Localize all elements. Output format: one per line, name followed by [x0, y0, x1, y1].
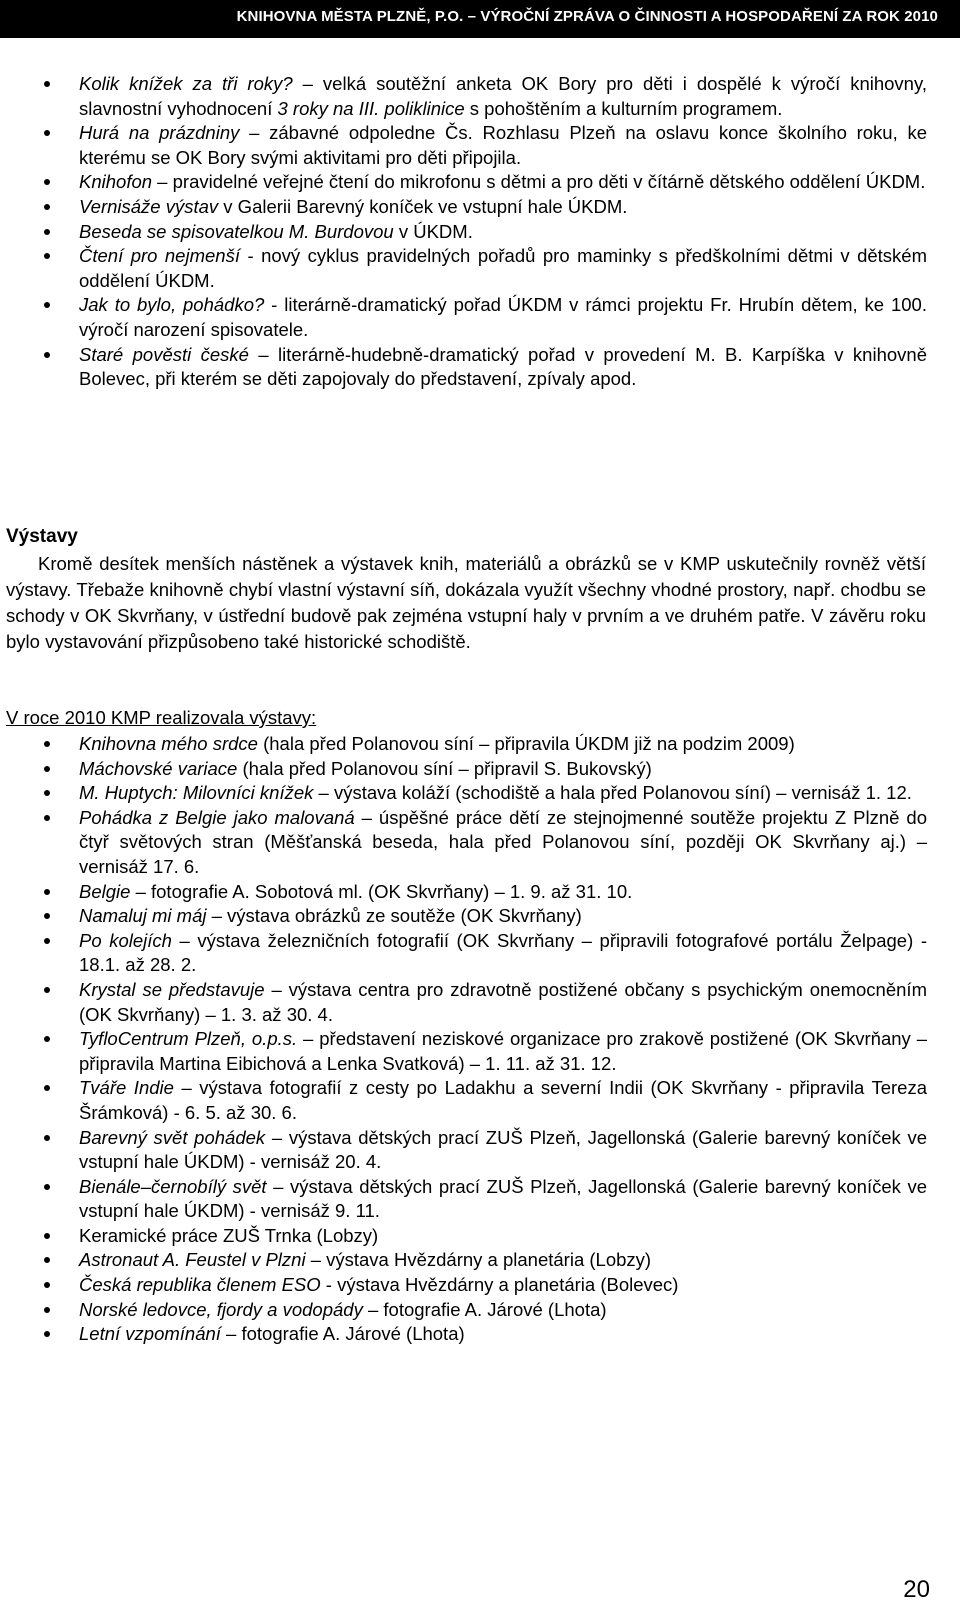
list-item: [79, 170, 927, 195]
list-item: [79, 757, 927, 782]
item-text: – zábavné odpoledne Čs. Rozhlasu Plzeň na oslavu konce školního roku, ke kterému se OK Bory svými aktivitami pro děti připojila.: [79, 122, 928, 168]
item-text: v Galerii Barevný koníček ve vstupní hale ÚKDM.: [218, 195, 628, 217]
section-paragraph: Kromě desítek menších nástěnek a výstavek knih, materiálů a obrázků se v KMP uskutečnily rovněž větší výstavy. Třebaže knihovně chybí vlastní výstavní síň, dokázala využít všechny vhodné prostory, např. chodbu se schody v OK Skvrňany, v ústřední budově pak zejména vstupní haly v prvním a ve druhém patře. V závěru roku bylo vystavování přizpůsobeno také historické schodiště.: [6, 553, 926, 652]
list-item: [79, 72, 927, 121]
list-item: [79, 1273, 927, 1298]
list-item: [79, 1027, 927, 1076]
item-text: – velká soutěžní anketa OK Bory pro děti i dospělé k výročí knihovny, slavnostní vyhodnocení: [79, 73, 927, 119]
list-item: [79, 121, 927, 170]
list-item: [79, 244, 927, 293]
list-item: [79, 1175, 927, 1224]
exhibitions-list: [79, 732, 927, 1347]
item-text: – výstava dětských prací ZUŠ Plzeň, Jagellonská (Galerie barevný koníček ve vstupní hale ÚKDM) - vernisáž 9. 11.: [79, 1175, 927, 1222]
exhibitions-subheading: V roce 2010 KMP realizovala výstavy:: [6, 707, 317, 728]
item-title: Kolik knížek za tři roky?: [79, 73, 293, 94]
item-text: - nový cyklus pravidelných pořadů pro maminky s předškolními dětmi v dětském oddělení ÚKDM.: [79, 245, 927, 291]
item-text: (hala před Polanovou síní – připravil S. Bukovský): [237, 757, 652, 779]
item-title: Belgie: [79, 880, 131, 902]
list-item: [79, 1322, 927, 1347]
item-title: Namaluj mi máj: [79, 905, 207, 927]
item-title: Pohádka z Belgie jako malovaná: [79, 806, 355, 828]
list-item: [79, 732, 927, 757]
list-item: [79, 195, 927, 220]
list-item: [79, 1076, 927, 1125]
list-item: [79, 904, 927, 929]
list-item: [79, 1298, 927, 1323]
item-title: Máchovské variace: [79, 757, 238, 779]
item-title-secondary: 3 roky na III. poliklinice: [277, 97, 465, 119]
list-item: [79, 806, 927, 880]
list-item: [79, 978, 927, 1027]
events-list: [79, 72, 927, 392]
item-text: – literárně-hudebně-dramatický pořad v provedení M. B. Karpíška v knihovně Bolevec, při kterém se děti zapojovaly do představení, zpívaly apod.: [79, 343, 927, 390]
item-title: Letní vzpomínání: [79, 1323, 221, 1345]
list-item: [79, 1224, 927, 1249]
item-title: M. Huptych: Milovníci knížek: [79, 782, 314, 804]
item-text: – výstava Hvězdárny a planetária (Lobzy): [305, 1249, 652, 1271]
item-text: – představení neziskové organizace pro zrakově postižené (OK Skvrňany – připravila Martina Eibichová a Lenka Svatková) – 1. 11. až 31. 12.: [79, 1028, 927, 1074]
item-title: Barevný svět pohádek: [79, 1126, 266, 1148]
item-text: – úspěšné práce dětí ze stejnojmenné soutěže projektu Z Plzně do čtyř světových stran (Měšťanská beseda, hala před Polanovou síní, později OK Skvrňany aj.) – vernisáž 17. 6.: [79, 806, 928, 877]
list-item: [79, 293, 927, 342]
item-title: Bienále–černobílý svět: [79, 1175, 267, 1197]
item-title: Tváře Indie: [79, 1077, 174, 1099]
running-header: [0, 0, 960, 38]
item-text: – výstava fotografií z cesty po Ladakhu a severní Indii (OK Skvrňany - připravila Tereza Šrámková) - 6. 5. až 30. 6.: [79, 1077, 928, 1123]
item-text: – fotografie A. Sobotová ml. (OK Skvrňany) – 1. 9. až 31. 10.: [130, 880, 633, 902]
list-item: [79, 220, 927, 245]
item-title: Čtení pro nejmenší: [79, 245, 240, 267]
item-title: Jak to bylo, pohádko?: [79, 294, 265, 316]
item-text: – fotografie A. Járové (Lhota): [362, 1298, 607, 1320]
item-title: Knihofon: [79, 171, 153, 193]
item-text: (hala před Polanovou síní – připravila ÚKDM již na podzim 2009): [257, 733, 795, 754]
item-title: TyfloCentrum Plzeň, o.p.s.: [79, 1028, 298, 1050]
list-item: [79, 1126, 927, 1175]
header-title: KNIHOVNA MĚSTA PLZNĚ, P.O. – VÝROČNÍ ZPRÁVA O ČINNOSTI A HOSPODAŘENÍ ZA ROK 2010: [236, 8, 938, 25]
list-item: [79, 781, 927, 806]
item-title: Beseda se spisovatelkou M. Burdovou: [79, 220, 394, 242]
item-text: v ÚKDM.: [393, 220, 473, 242]
list-item: [79, 880, 927, 905]
item-text: - literárně-dramatický pořad ÚKDM v rámci projektu Fr. Hrubín dětem, ke 100. výročí narození spisovatele.: [79, 294, 927, 340]
item-text: Keramické práce ZUŠ Trnka (Lobzy): [79, 1224, 379, 1246]
item-text: – pravidelné veřejné čtení do mikrofonu s dětmi a pro děti v čítárně dětského oddělení ÚKDM.: [152, 171, 926, 193]
item-text: – výstava centra pro zdravotně postižené občany s psychickým onemocněním (OK Skvrňany) – 1. 3. až 30. 4.: [79, 978, 927, 1025]
item-title: Astronaut A. Feustel v Plzni: [79, 1249, 306, 1271]
section-heading-exhibitions: Výstavy: [6, 526, 78, 547]
item-title: Vernisáže výstav: [79, 195, 219, 217]
item-text-secondary: s pohoštěním a kulturním programem.: [464, 97, 783, 119]
list-item: [79, 1248, 927, 1273]
item-title: Hurá na prázdniny: [79, 122, 240, 144]
item-text: - výstava Hvězdárny a planetária (Bolevec): [320, 1274, 679, 1296]
item-text: – výstava obrázků ze soutěže (OK Skvrňany): [206, 905, 582, 927]
list-item: [79, 929, 927, 978]
item-text: – výstava dětských prací ZUŠ Plzeň, Jagellonská (Galerie barevný koníček ve vstupní hale ÚKDM) - vernisáž 20. 4.: [79, 1126, 927, 1173]
page-number: 20: [903, 1576, 930, 1603]
item-title: Česká republika členem ESO: [79, 1274, 321, 1296]
item-text: – výstava koláží (schodiště a hala před Polanovou síní) – vernisáž 1. 12.: [313, 782, 912, 804]
item-title: Po kolejích: [79, 929, 172, 951]
item-title: Krystal se představuje: [79, 978, 265, 1000]
item-title: Norské ledovce, fjordy a vodopády: [79, 1298, 363, 1320]
item-title: Knihovna mého srdce: [79, 733, 258, 754]
item-text: – fotografie A. Járové (Lhota): [220, 1323, 465, 1345]
item-title: Staré pověsti české: [79, 343, 249, 365]
item-text: – výstava železničních fotografií (OK Skvrňany – připravili fotografové portálu Želpage) - 18.1. až 28. 2.: [79, 929, 927, 976]
list-item: [79, 343, 927, 392]
